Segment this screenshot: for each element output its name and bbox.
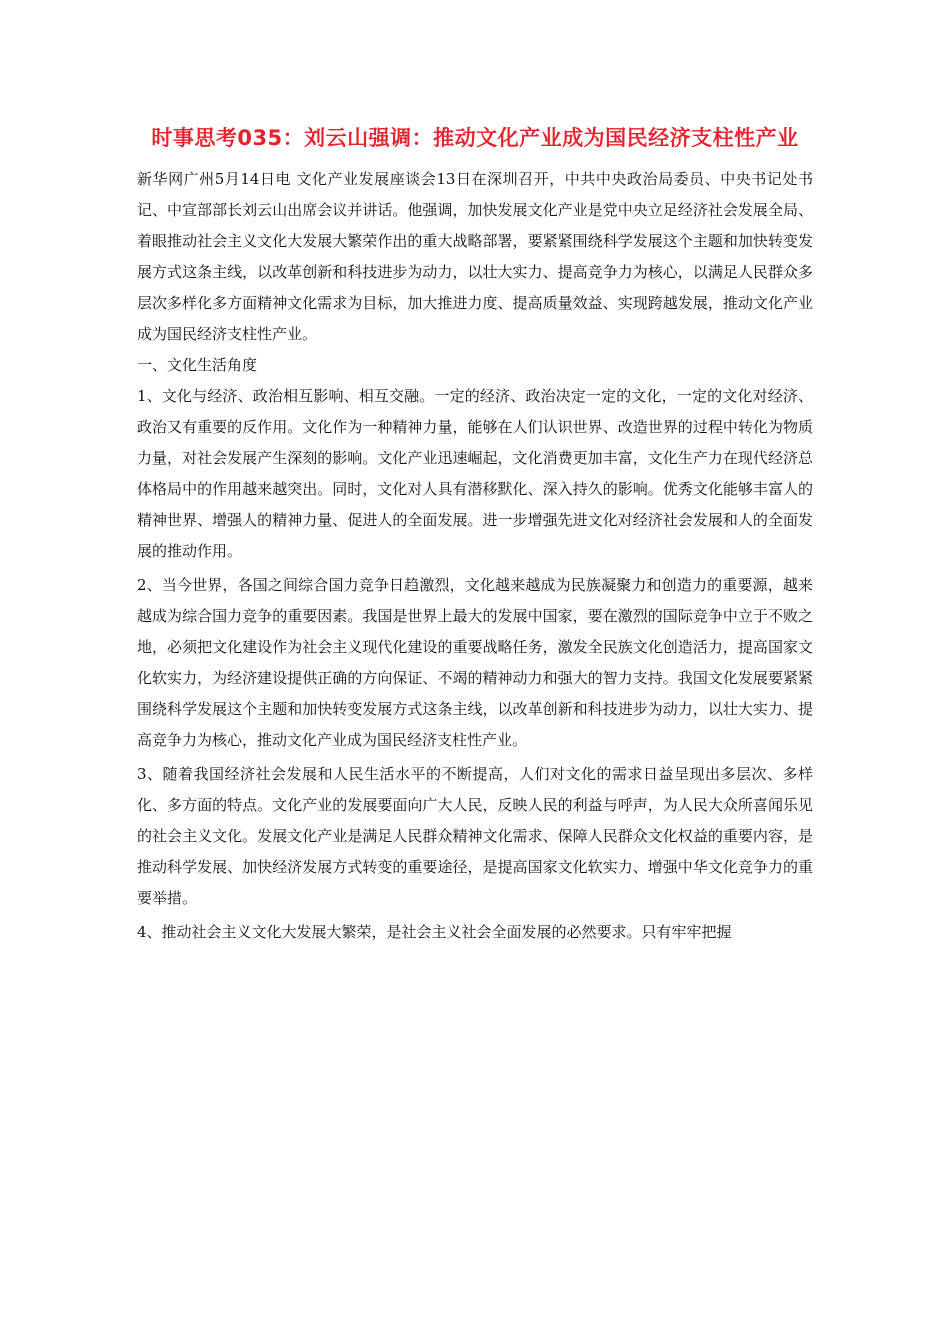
point-3-paragraph: 3、随着我国经济社会发展和人民生活水平的不断提高，人们对文化的需求日益呈现出多层次、多样化、多方面的特点。文化产业的发展要面向广大人民，反映人民的利益与呼声，为人民大众所喜闻乐见的社会主义文化。发展文化产业是满足人民群众精神文化需求、保障人民群众文化权益的重要内容，是推动科学发展、加快经济发展方式转变的重要途径，是提高国家文化软实力、增强中华文化竞争力的重要举措。 — [137, 765, 813, 907]
point-4-paragraph: 4、推动社会主义文化大发展大繁荣，是社会主义社会全面发展的必然要求。只有牢牢把握 — [137, 923, 732, 941]
document-title: 时事思考035：刘云山强调：推动文化产业成为国民经济支柱性产业 — [151, 126, 799, 150]
section-heading: 一、文化生活角度 — [137, 356, 258, 374]
point-2-paragraph: 2、当今世界，各国之间综合国力竞争日趋激烈，文化越来越成为民族凝聚力和创造力的重要源，越来越成为综合国力竞争的重要因素。我国是世界上最大的发展中国家，要在激烈的国际竞争中立于不败之地，必须把文化建设作为社会主义现代化建设的重要战略任务，激发全民族文化创造活力，提高国家文化软实力，为经济建设提供正确的方向保证、不竭的精神动力和强大的智力支持。我国文化发展要紧紧围绕科学发展这个主题和加快转变发展方式这条主线，以改革创新和科技进步为动力，以壮大实力、提高竞争力为核心，推动文化产业成为国民经济支柱性产业。 — [137, 576, 813, 749]
document-body — [137, 164, 813, 948]
point-1-paragraph: 1、文化与经济、政治相互影响、相互交融。一定的经济、政治决定一定的文化，一定的文化对经济、政治又有重要的反作用。文化作为一种精神力量，能够在人们认识世界、改造世界的过程中转化为物质力量，对社会发展产生深刻的影响。文化产业迅速崛起，文化消费更加丰富，文化生产力在现代经济总体格局中的作用越来越突出。同时，文化对人具有潜移默化、深入持久的影响。优秀文化能够丰富人的精神世界、增强人的精神力量、促进人的全面发展。进一步增强先进文化对经济社会发展和人的全面发展的推动作用。 — [137, 387, 813, 560]
intro-paragraph: 新华网广州5月14日电 文化产业发展座谈会13日在深圳召开，中共中央政治局委员、中央书记处书记、中宣部部长刘云山出席会议并讲话。他强调，加快发展文化产业是党中央立足经济社会发展全局、着眼推动社会主义文化大发展大繁荣作出的重大战略部署，要紧紧围绕科学发展这个主题和加快转变发展方式这条主线，以改革创新和科技进步为动力，以壮大实力、提高竞争力为核心，以满足人民群众多层次多样化多方面精神文化需求为目标，加大推进力度、提高质量效益、实现跨越发展，推动文化产业成为国民经济支柱性产业。 — [137, 170, 813, 343]
